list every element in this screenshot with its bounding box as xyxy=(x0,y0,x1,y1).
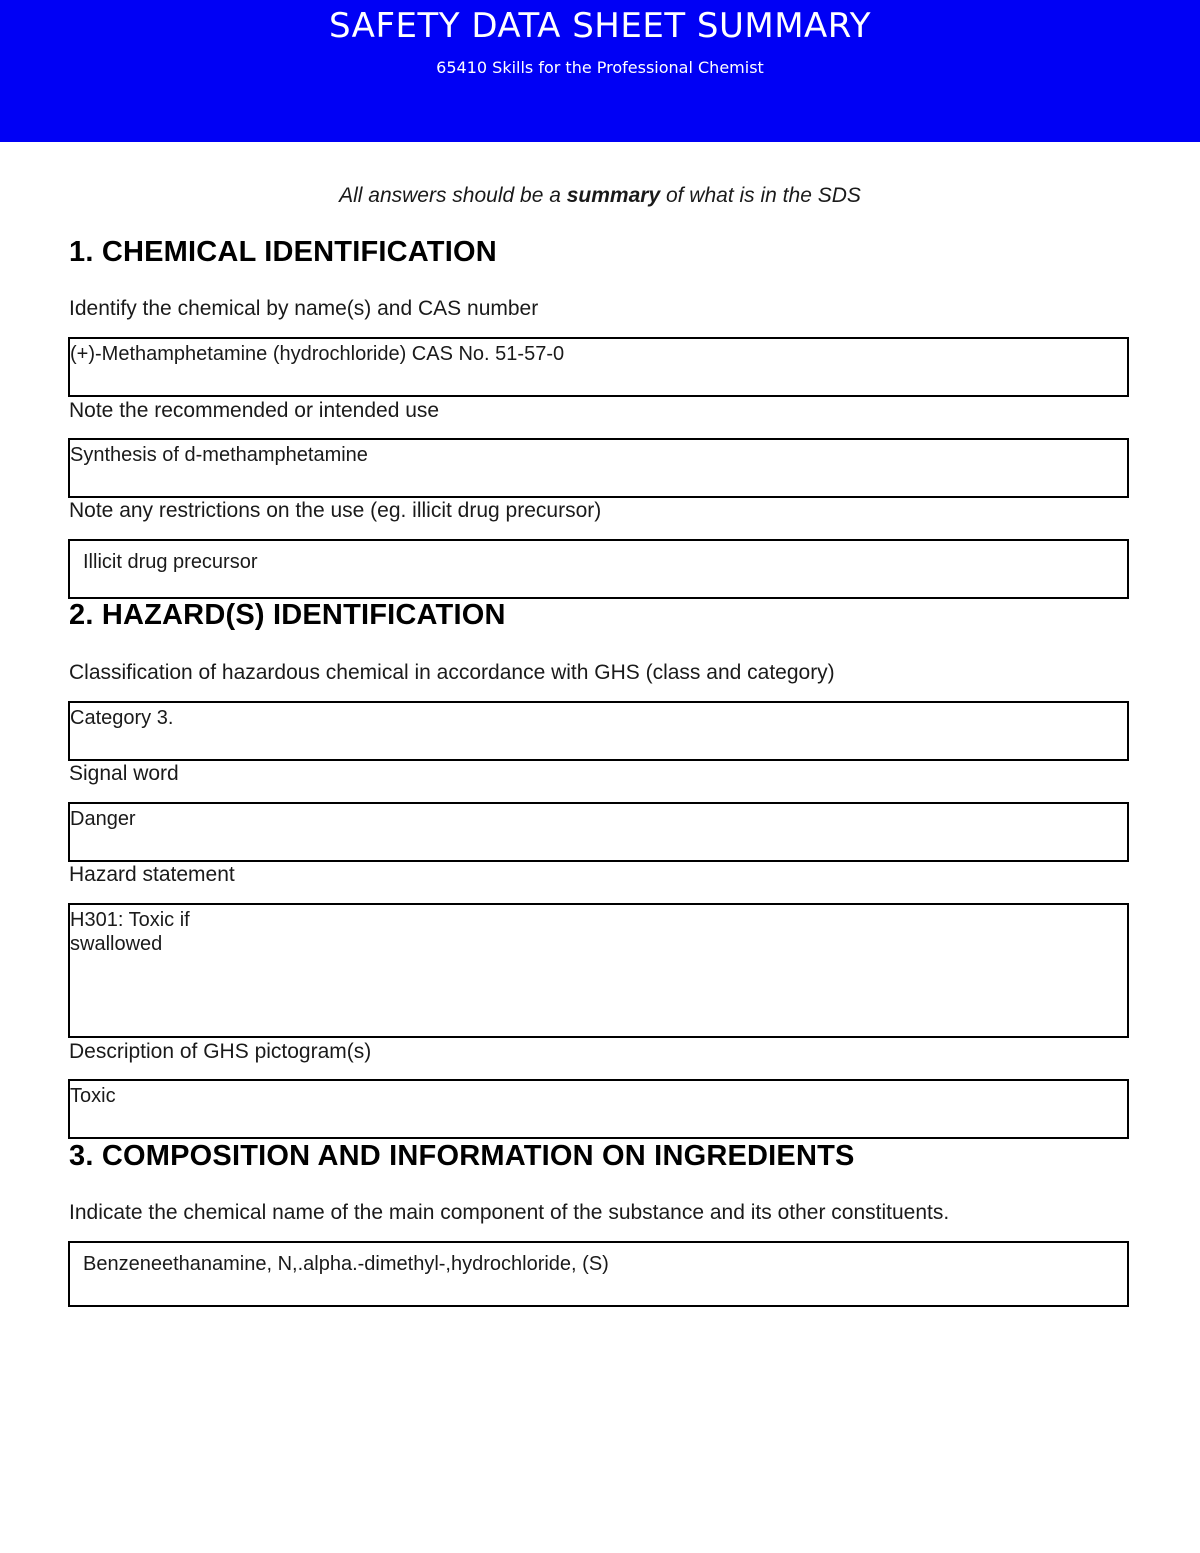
instruction-text xyxy=(0,184,1200,208)
use-restrictions-label: Note any restrictions on the use (eg. illicit drug precursor) xyxy=(69,499,602,522)
instruction-before: All answers should be a xyxy=(339,184,567,207)
main-component-label: Indicate the chemical name of the main component of the substance and its other constituents. xyxy=(69,1201,950,1224)
instruction-after: of what is in the SDS xyxy=(660,184,861,207)
intended-use-value: Synthesis of d-methamphetamine xyxy=(70,444,368,466)
ghs-classification-field[interactable] xyxy=(68,701,1129,761)
main-component-field[interactable] xyxy=(68,1241,1129,1307)
section-2-heading: 2. HAZARD(S) IDENTIFICATION xyxy=(69,599,506,631)
intended-use-label: Note the recommended or intended use xyxy=(69,399,440,422)
chemical-name-label: Identify the chemical by name(s) and CAS number xyxy=(69,297,539,320)
chemical-name-field[interactable] xyxy=(68,337,1129,397)
use-restrictions-value: Illicit drug precursor xyxy=(83,551,258,573)
hazard-statement-label: Hazard statement xyxy=(69,863,235,886)
course-subtitle: 65410 Skills for the Professional Chemist xyxy=(436,58,764,77)
section-1-heading: 1. CHEMICAL IDENTIFICATION xyxy=(69,236,497,268)
signal-word-field[interactable] xyxy=(68,802,1129,862)
signal-word-value: Danger xyxy=(70,808,136,830)
main-component-value: Benzeneethanamine, N,.alpha.-dimethyl-,hydrochloride, (S) xyxy=(83,1253,609,1275)
document-title: SAFETY DATA SHEET SUMMARY xyxy=(328,6,872,46)
ghs-pictogram-label: Description of GHS pictogram(s) xyxy=(69,1040,372,1063)
ghs-classification-value: Category 3. xyxy=(70,707,174,729)
signal-word-label: Signal word xyxy=(69,762,179,785)
ghs-pictogram-value: Toxic xyxy=(70,1085,116,1107)
ghs-pictogram-field[interactable] xyxy=(68,1079,1129,1139)
section-3-heading: 3. COMPOSITION AND INFORMATION ON INGREDIENTS xyxy=(69,1140,855,1172)
header-banner xyxy=(0,0,1200,142)
hazard-statement-field[interactable] xyxy=(68,903,1129,1038)
chemical-name-value: (+)-Methamphetamine (hydrochloride) CAS No. 51-57-0 xyxy=(70,343,565,365)
instruction-emphasis: summary xyxy=(566,184,661,207)
hazard-statement-line-1: H301: Toxic if xyxy=(70,909,190,931)
hazard-statement-line-2: swallowed xyxy=(70,933,163,955)
intended-use-field[interactable] xyxy=(68,438,1129,498)
ghs-classification-label: Classification of hazardous chemical in accordance with GHS (class and category) xyxy=(69,661,835,684)
use-restrictions-field[interactable] xyxy=(68,539,1129,599)
